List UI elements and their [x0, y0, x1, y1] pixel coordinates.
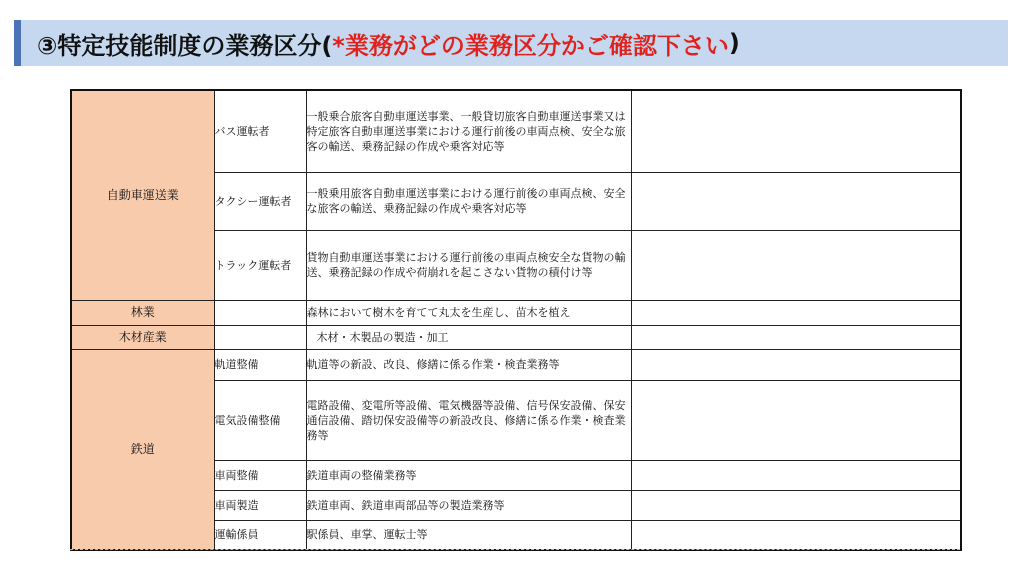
- job-bus-driver: バス運転者: [214, 90, 306, 172]
- industry-rail: 鉄道: [71, 349, 214, 550]
- desc-truck-driver: 貨物自動車運送事業における運行前後の車両点検安全な貨物の輸送、乗務記録の作成や荷崩れを起こさない貨物の積付け等: [306, 230, 631, 300]
- blank-cell: [631, 172, 961, 230]
- desc-track: 軌道等の新設、改良、修繕に係る作業・検査業務等: [306, 349, 631, 380]
- table-row: [71, 90, 961, 172]
- table-row: [71, 300, 961, 325]
- job-truck-driver: トラック運転者: [214, 230, 306, 300]
- industry-wood: 木材産業: [71, 325, 214, 349]
- blank-cell: [631, 325, 961, 349]
- job-car-maintenance: 車両整備: [214, 460, 306, 490]
- blank-cell: [631, 520, 961, 550]
- desc-wood: 木材・木製品の製造・加工: [306, 325, 631, 349]
- table-row: [71, 349, 961, 380]
- desc-electrical: 電路設備、変電所等設備、電気機器等設備、信号保安設備、保安通信設備、踏切保安設備等の新設改良、修繕に係る作業・検査業務等: [306, 380, 631, 460]
- desc-forestry: 森林において樹木を育てて丸太を生産し、苗木を植え: [306, 300, 631, 325]
- title-note: *業務がどの業務区分かご確認下さい: [332, 31, 729, 60]
- desc-car-maintenance: 鉄道車両の整備業務等: [306, 460, 631, 490]
- desc-transport-staff: 駅係員、車掌、運転士等: [306, 520, 631, 550]
- bottom-rule: [70, 549, 960, 550]
- industry-auto: 自動車運送業: [71, 90, 214, 300]
- blank-cell: [214, 325, 306, 349]
- desc-bus-driver: 一般乗合旅客自動車運送事業、一般貸切旅客自動車運送事業又は特定旅客自動車運送事業における運行前後の車両点検、安全な旅客の輸送、乗務記録の作成や乗客対応等: [306, 90, 631, 172]
- blank-cell: [214, 300, 306, 325]
- blank-cell: [631, 90, 961, 172]
- blank-cell: [631, 460, 961, 490]
- blank-cell: [631, 349, 961, 380]
- desc-car-manufacturing: 鉄道車両、鉄道車両部品等の製造業務等: [306, 490, 631, 520]
- blank-cell: [631, 380, 961, 460]
- job-transport-staff: 運輸係員: [214, 520, 306, 550]
- table-row: [71, 325, 961, 349]
- blank-cell: [631, 230, 961, 300]
- title-main: ③特定技能制度の業務区分(: [37, 31, 333, 60]
- job-taxi-driver: タクシー運転者: [214, 172, 306, 230]
- slide-title: [14, 20, 1008, 66]
- blank-cell: [631, 300, 961, 325]
- title-close: ): [728, 29, 740, 57]
- blank-cell: [631, 490, 961, 520]
- industry-forestry: 林業: [71, 300, 214, 325]
- desc-taxi-driver: 一般乗用旅客自動車運送事業における運行前後の車両点検、安全な旅客の輸送、乗務記録の作成や乗客対応等: [306, 172, 631, 230]
- job-track: 軌道整備: [214, 349, 306, 380]
- job-electrical: 電気設備整備: [214, 380, 306, 460]
- business-category-table: [70, 89, 962, 551]
- job-car-manufacturing: 車両製造: [214, 490, 306, 520]
